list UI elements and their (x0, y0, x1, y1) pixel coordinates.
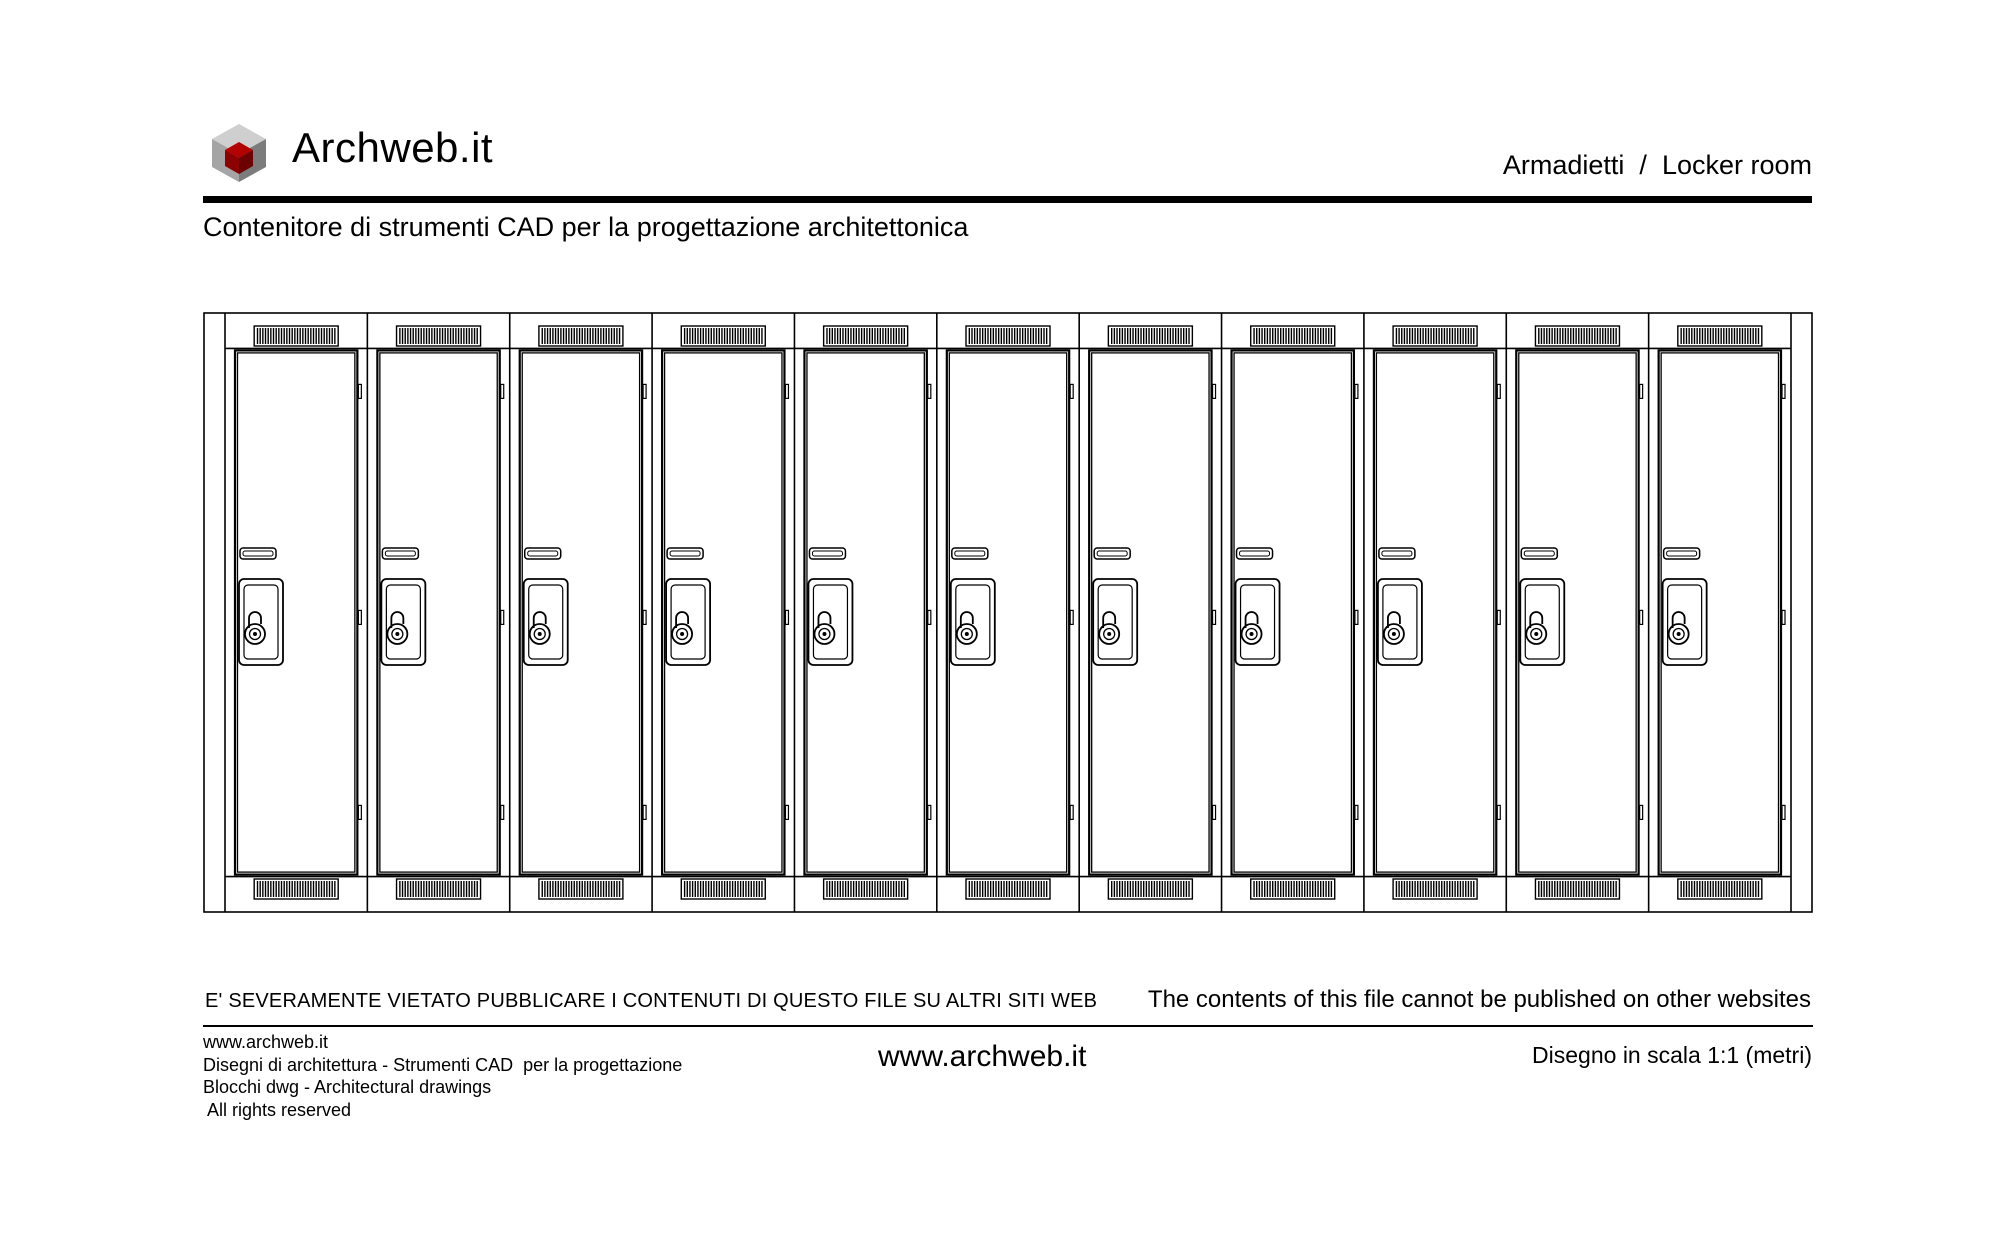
footer-line-rights: All rights reserved (203, 1099, 352, 1120)
locker-unit (1649, 326, 1791, 899)
name-plate (1664, 548, 1700, 559)
footer-line-description: Disegni di architettura - Strumenti CAD per la progettazione (203, 1054, 683, 1075)
locker-unit (937, 313, 1079, 912)
locker-unit (1506, 313, 1648, 912)
locker-elevation-drawing (203, 312, 1813, 913)
locker-unit (1222, 313, 1364, 912)
site-tagline: Contenitore di strumenti CAD per la progettazione architettonica (203, 212, 969, 242)
name-plate (382, 548, 418, 559)
footer-website-link[interactable]: www.archweb.it (878, 1040, 1087, 1073)
locker-unit (367, 313, 509, 912)
locker-unit (225, 313, 367, 912)
locker-unit (794, 313, 936, 912)
footer-line-website[interactable]: www.archweb.it (203, 1032, 329, 1052)
drawing-scale: Disegno in scala 1:1 (metri) (1532, 1042, 1812, 1068)
header-rule (203, 196, 1812, 203)
locker-unit (1364, 313, 1506, 912)
name-plate (667, 548, 703, 559)
brand-name[interactable]: Archweb.it (292, 124, 494, 171)
footer-rule (203, 1025, 1813, 1027)
name-plate (240, 548, 276, 559)
archweb-logo-icon (208, 122, 270, 184)
name-plate (1379, 548, 1415, 559)
locker-bank-outline (204, 313, 1812, 912)
locker-unit (510, 313, 652, 912)
name-plate (1521, 548, 1557, 559)
locker-unit (1079, 313, 1221, 912)
copyright-notice-english: The contents of this file cannot be published on other websites (1147, 986, 1811, 1013)
footer-line-blocks: Blocchi dwg - Architectural drawings (203, 1077, 492, 1097)
name-plate (809, 548, 845, 559)
name-plate (952, 548, 988, 559)
name-plate (1237, 548, 1273, 559)
locker-unit (652, 313, 794, 912)
name-plate (1094, 548, 1130, 559)
footer-info (203, 1031, 682, 1121)
name-plate (525, 548, 561, 559)
copyright-notice-italian: E' SEVERAMENTE VIETATO PUBBLICARE I CONTENUTI DI QUESTO FILE SU ALTRI SITI WEB (205, 990, 1098, 1012)
drawing-category: Armadietti / Locker room (1502, 150, 1812, 180)
